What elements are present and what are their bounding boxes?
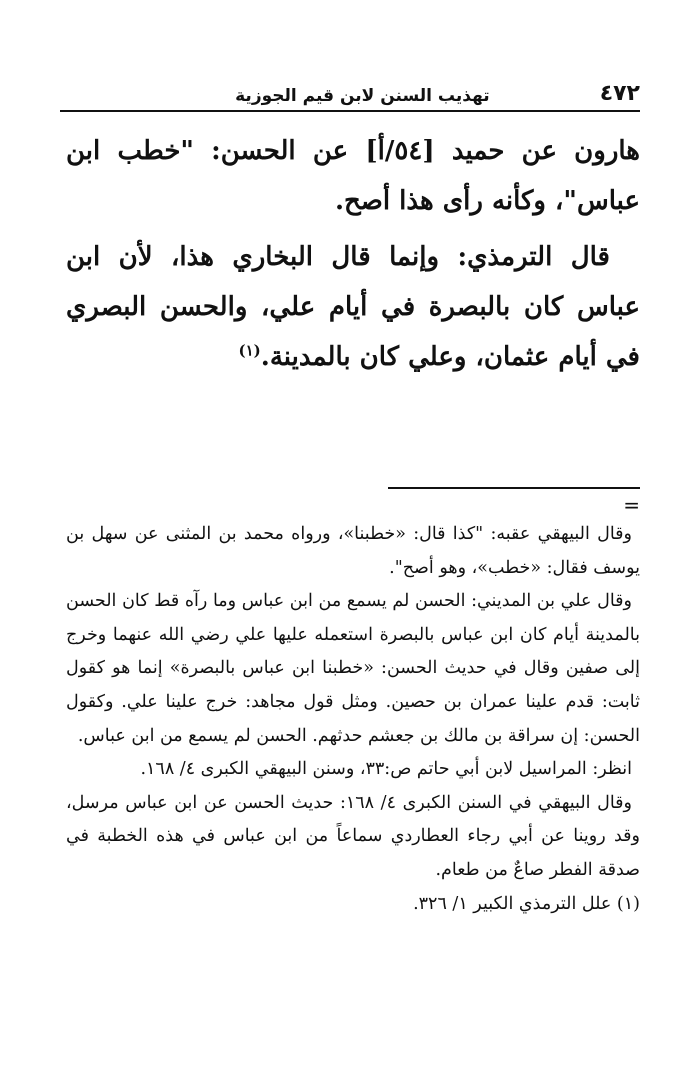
main-paragraph-2 [66, 232, 640, 382]
footnote-note-1: (١) علل الترمذي الكبير ١/ ٣٢٦. [413, 893, 640, 914]
page-header [60, 78, 640, 112]
footnote-line-2: وقال علي بن المديني: الحسن لم يسمع من ابن عباس وما رآه قط كان الحسن بالمدينة أيام كان ابن عباس بالبصرة استعمله عليها علي رضي الله عنهما وخرج إلى صفين وقال في حديث الحسن: «خطبنا ابن عباس بالبصرة» إنما هو كقول ثابت: قدم علينا عمران بن حصين. ومثل قول مجاهد: خرج علينا علي. وكقول الحسن: إن سراقة بن مالك بن جعشم حدثهم. الحسن لم يسمع من ابن عباس. [66, 591, 640, 746]
main-paragraph-1: هارون عن حميد [٥٤/أ] عن الحسن: "خطب ابن عباس"، وكأنه رأى هذا أصح. [66, 136, 641, 216]
continuation-mark: = [623, 493, 640, 517]
footnotes-section [66, 492, 640, 921]
page-number: ٤٧٢ [599, 81, 640, 106]
footnote-line-3: انظر: المراسيل لابن أبي حاتم ص:٣٣، وسنن البيهقي الكبرى ٤/ ١٦٨. [140, 759, 632, 780]
footnote-line-1: وقال البيهقي عقبه: "كذا قال: «خطبنا»، ورواه محمد بن المثنى عن سهل بن يوسف فقال: «خطب»، وهو أصح". [66, 524, 640, 578]
footnote-line-4: وقال البيهقي في السنن الكبرى ٤/ ١٦٨: حديث الحسن عن ابن عباس مرسل، وقد روينا عن أبي رجاء العطاردي سماعاً من ابن عباس في هذه الخطبة في صدقة الفطر صاعٌ من طعام. [66, 792, 640, 880]
main-text [66, 126, 640, 382]
footnote-marker: (١) [238, 341, 261, 360]
main-paragraph-2-text: قال الترمذي: وإنما قال البخاري هذا، لأن ابن عباس كان بالبصرة في أيام علي، والحسن البصري في أيام عثمان، وعلي كان بالمدينة. [66, 242, 640, 372]
footnote-separator [388, 487, 640, 489]
running-title: تهذيب السنن لابن قيم الجوزية [235, 86, 490, 106]
